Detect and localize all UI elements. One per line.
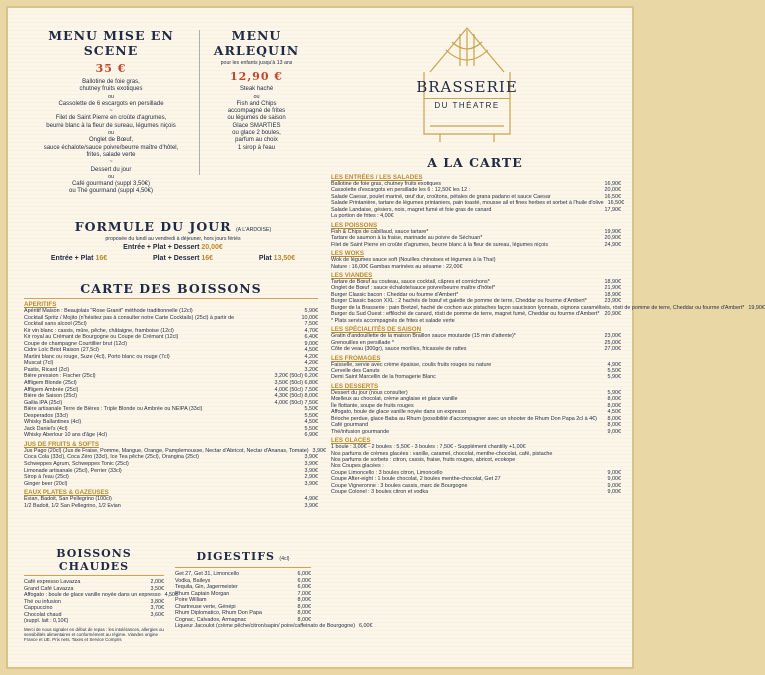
logo-line1: BRASSERIE xyxy=(416,78,518,96)
item-label: Onglet de Bœuf : sauce échalote/sauce poivre/beurre maître d'hôtel* xyxy=(331,285,496,292)
item-label: Nos Coupes glacées : xyxy=(331,463,384,470)
item-price: 4,30€ (50cl) 8,00€ xyxy=(274,393,318,400)
item-price: 4,90€ xyxy=(607,361,621,368)
item-label: Salade Printanière, tartare de légumes printaniers, pain toasté, mousse ail et fines herbes et sorbet à l'huile d'olive xyxy=(331,200,604,207)
item-label: Evian, Badoit, San Pellegrino (100cl) xyxy=(24,496,112,503)
item-price: 2,90€ xyxy=(304,474,318,481)
menu-line: ou légumes de saison xyxy=(227,115,286,122)
item-label: 1/2 Badoit, 1/2 San Pellegrino, 1/2 Evian xyxy=(24,502,121,509)
item-price: 20,00€ xyxy=(604,187,621,194)
item-label: Fish & Chips de cabillaud, sauce tartare* xyxy=(331,228,429,235)
item-price: 3,60€ xyxy=(150,611,164,618)
formule-option-label: Plat xyxy=(258,254,272,262)
item-label: Bière artisanale Terre de Bières : Triple Blonde ou Ambrée ou NEIPA (33cl) xyxy=(24,406,203,413)
item-price: 3,20€ (50cl) 6,20€ xyxy=(274,373,318,380)
item-label: Get 27, Get 31, Limoncello xyxy=(175,571,240,577)
item-price: 8,00€ xyxy=(607,415,621,422)
item-label: Chartreuse verte, Génépi xyxy=(175,603,236,610)
item-label: Salade Caesar, poulet mariné, œuf dur, croûtons, pétales de grana padano et sauce Caesar xyxy=(331,193,551,200)
section-heading: LES WOKS xyxy=(331,250,365,258)
chaudes-list xyxy=(24,579,179,625)
item-row xyxy=(24,432,318,439)
item-row xyxy=(331,429,621,435)
item-price: 9,00€ xyxy=(607,469,621,476)
item-label: Rhum Diplomatico, Rhum Don Papa xyxy=(175,610,262,617)
item-label: Demi Saint Marcellin de la fromagerie Blanc xyxy=(331,374,436,381)
formule-option-price: 16€ xyxy=(201,254,214,262)
menu-line: parfum au choix xyxy=(235,137,278,144)
formule-line1-price: 20,00€ xyxy=(201,244,223,252)
item-label: Filet de Saint Pierre en croûte d'agrumes, beurre blanc à la fleur de sureau, légumes niçois xyxy=(331,241,549,248)
item-label: Chocolat chaud xyxy=(24,611,62,618)
menu-line: ou xyxy=(107,173,115,180)
item-label: Tartare de Bœuf au couteau, sauce cocktail, câpres et cornichons* xyxy=(331,278,490,285)
item-label: Thé ou infusion xyxy=(24,598,61,605)
menu-line: ou glace 2 boules, xyxy=(232,130,281,137)
item-label: Île flottante, soupe de fruits rouges xyxy=(331,402,414,409)
item-price: 4,20€ xyxy=(304,353,318,360)
digestifs-title: DIGESTIFS xyxy=(196,550,275,563)
item-label: Coupe Colonel : 3 boules citron et vodka xyxy=(331,489,429,496)
item-label: Coupe After-eight : 1 boule chocolat, 2 boules menthe-chocolat, Get 27 xyxy=(331,476,501,483)
menu-line: Onglet de Bœuf, xyxy=(88,137,134,144)
section-heading: EAUX PLATES & GAZEUSES xyxy=(24,489,109,497)
item-price: 4,90€ xyxy=(304,496,318,503)
item-price: 4,50€ xyxy=(164,592,179,599)
formule-option-label: Plat + Dessert xyxy=(152,254,200,262)
item-price: 9,00€ xyxy=(304,340,318,347)
item-price: 20,90€ xyxy=(604,235,621,242)
menu-arlequin-title: MENU ARLEQUIN xyxy=(213,28,300,58)
item-label: Gratin d'andouillette de la maison Braillon sauce moutarde (15 min d'attente)* xyxy=(331,333,516,340)
item-price: 18,90€ xyxy=(604,278,621,285)
item-price: 9,00€ xyxy=(607,482,621,489)
digestifs-subtitle: (4cl) xyxy=(279,556,290,562)
brasserie-logo xyxy=(410,26,524,146)
item-price: 6,00€ xyxy=(297,577,311,584)
item-price: 8,00€ xyxy=(607,422,621,429)
digestifs-block xyxy=(175,547,373,630)
menu-arlequin-block xyxy=(203,28,310,152)
item-price: 4,50€ xyxy=(607,409,621,416)
item-label: Coupe Limoncello : 3 boules citron, Limoncello xyxy=(331,469,443,476)
item-row xyxy=(175,623,373,630)
item-label: Rhum Captain Morgan xyxy=(175,590,230,597)
item-price: 3,50€ xyxy=(150,585,164,592)
menu-line: frites, salade verte xyxy=(86,151,136,158)
item-price: 9,00€ xyxy=(607,489,621,496)
section-heading: LES DESSERTS xyxy=(331,382,379,390)
menu-line: Café gourmand (suppl 3,50€) xyxy=(71,181,151,188)
item-label: Coca Cola (33cl), Coca Zéro (33cl), Ice Tea pêche (25cl), Orangina (25cl) xyxy=(24,454,199,461)
menu-line: Fish and Chips xyxy=(236,100,277,107)
item-label: Cervelle des Canuts xyxy=(331,367,380,374)
boissons-list xyxy=(24,301,326,509)
section-heading: LES ENTRÉES / LES SALADES xyxy=(331,174,423,181)
item-price xyxy=(160,618,164,625)
a-la-carte-title: A LA CARTE xyxy=(427,155,523,170)
chaudes-title: BOISSONS CHAUDES xyxy=(56,547,132,573)
item-label: Cidre Loïc Briot Raison (27,5cl) xyxy=(24,347,99,354)
item-label: Affogato, boule de glace vanille noyée dans un expresso xyxy=(331,409,467,416)
item-row xyxy=(331,374,621,380)
item-label: Jus Pago (20cl) (Jus de Fraise, Pomme, Mangue, Orange, Pamplemousse, Nectar d'Abricot, Nectar d'Ananas, Tomate) xyxy=(24,447,309,454)
item-label: Dessert du jour (nous consulter) xyxy=(331,389,408,396)
menu-arlequin-lines xyxy=(203,86,310,152)
item-label: Cappuccino xyxy=(24,605,53,612)
item-price: 17,90€ xyxy=(604,206,621,213)
item-price: 3,70€ xyxy=(150,605,164,612)
item-price: 3,20€ xyxy=(304,366,318,373)
item-price: 3,90€ xyxy=(304,502,318,509)
item-row xyxy=(331,489,621,495)
item-label: Pastis, Ricard (2cl) xyxy=(24,366,70,373)
menu-mise-lines xyxy=(28,79,194,196)
item-label: Affligem Blonde (25cl) xyxy=(24,380,77,387)
item-price: 3,90€ xyxy=(304,467,318,474)
item-label: Nos parfums de crèmes glacées : vanille, caramel, chocolat, menthe-chocolat, café, pistache xyxy=(331,450,553,457)
section-heading: LES FROMAGES xyxy=(331,354,381,362)
item-label: Burger Classic bacon : Cheddar ou fourme d'Ambert* xyxy=(331,291,459,298)
item-label: Thé/infusion gourmande xyxy=(331,428,390,435)
menu-line: ou xyxy=(253,93,260,100)
carte-list xyxy=(331,172,765,496)
allergy-note: Merci de nous signaler en début de repas : les intolérances, allergies ou sensibilités alimentaires et conformément au régime. Viandes origine France et UE. Prix nets. Taxes et Service Compris xyxy=(24,626,164,643)
item-price: 5,90€ xyxy=(607,374,621,381)
item-label: Cocktail Spritz / Mojito (n'hésitez pas à consulter notre Carte Cocktails) (25cl) à partir de xyxy=(24,314,235,321)
menu-line: Cassolette de 6 escargots en persillade xyxy=(58,100,164,107)
formule-block xyxy=(28,218,318,263)
section-heading: LES POISSONS xyxy=(331,221,378,229)
item-price xyxy=(617,213,621,219)
item-label: Apéritif Maison : Beaujolais "Rose Granit" méthode traditionnelle (12cl) xyxy=(24,308,193,314)
item-row xyxy=(24,503,318,510)
item-price: 4,50€ xyxy=(304,347,318,354)
item-label: Mœlleux au chocolat, crème anglaise et glace vanille xyxy=(331,396,458,403)
item-price: 6,90€ xyxy=(304,432,318,439)
section-heading: APERITIFS xyxy=(24,301,57,308)
item-price: 16,90€ xyxy=(604,181,621,187)
formule-option-label: Entrée + Plat xyxy=(50,254,94,262)
item-price: 3,50€ (50cl) 6,80€ xyxy=(274,380,318,387)
item-price: 4,70€ xyxy=(304,327,318,334)
item-price: 18,90€ xyxy=(604,291,621,298)
menu-arlequin-price: 12,90 € xyxy=(230,70,283,84)
formule-subtitle: (A L'ARDOISE) xyxy=(235,227,272,233)
menu-line: Ballotine de foie gras, xyxy=(82,79,140,85)
menu-line: beurre blanc à la fleur de sureau, légumes niçois xyxy=(46,122,176,129)
item-label: Café gourmand xyxy=(331,422,369,429)
item-price: 5,90€ xyxy=(607,389,621,396)
item-price: 5,50€ xyxy=(607,367,621,374)
item-label: 1 boule : 3,00€ - 2 boules : 5,50€ - 3 boules : 7,50€ - Supplément chantilly +1,00€ xyxy=(331,444,526,451)
item-label: Burger Classic bacon XXL : 2 hachés de bœuf et galette de pomme de terre, Cheddar ou fourme d'Ambert* xyxy=(331,298,587,305)
item-label: Bière de Saison (25cl) xyxy=(24,393,78,400)
digestifs-list xyxy=(175,571,373,630)
item-label: (suppl. lait : 0,10€) xyxy=(24,618,69,625)
formule-option-price: 13,50€ xyxy=(273,254,296,262)
menu-line: 1 sirop à l'eau xyxy=(237,144,276,151)
item-price: 7,00€ xyxy=(297,590,311,597)
item-price: 5,90€ xyxy=(304,308,318,314)
formule-option-price: 16€ xyxy=(95,254,108,262)
item-price xyxy=(617,318,621,324)
item-price: 24,90€ xyxy=(604,241,621,248)
menu-mise-title: MENU MISE EN SCENE xyxy=(48,28,174,58)
item-price: 8,00€ xyxy=(297,603,311,610)
item-label: Nature : 16,00€ Gambas marinées au sésame : 22,00€ xyxy=(331,263,463,270)
item-label: Vodka, Baileys xyxy=(175,577,211,584)
item-row xyxy=(331,416,621,422)
menu-line: ou xyxy=(107,130,115,137)
item-label: Poire William xyxy=(175,597,207,604)
item-label: Coupe de champagne Courtillier brut (12cl) xyxy=(24,340,128,347)
item-price: 5,50€ xyxy=(304,425,318,432)
item-label: Burger du Sud Ouest : effiloché de canard, rösti de pomme de terre, magret fumé, Cheddar ou fourme d'Ambert* xyxy=(331,311,600,318)
menu-line: sauce échalote/sauce poivre/beurre maître d'hôtel, xyxy=(43,144,179,151)
item-label: * Plats servis accompagnés de frites et salade verte xyxy=(331,317,455,324)
item-price: 19,90€ xyxy=(748,304,765,311)
item-label: Limonade artisanale (25cl), Perrier (33cl) xyxy=(24,467,122,474)
item-label: Cognac, Calvados, Armagnac xyxy=(175,616,247,623)
item-label: Salade Landaise, gésiers, noix, magret fumé et foie gras de canard xyxy=(331,206,492,213)
section-heading: JUS DE FRUITS & SOFTS xyxy=(24,440,99,448)
item-price: 5,50€ xyxy=(304,406,318,413)
item-price: 4,20€ xyxy=(304,360,318,367)
item-label: Jack Daniel's (4cl) xyxy=(24,425,68,432)
item-label: Tartare de saumon à la fraise, marinade au poivre de Séchuan* xyxy=(331,235,483,242)
item-row xyxy=(331,264,621,270)
item-label: Whisky Aberlour 10 ans d'âge (4cl) xyxy=(24,432,108,439)
item-label: Nos parfums de sorbets : citron, cassis, fraise, fruits rouges, abricot, ecokope xyxy=(331,456,516,463)
formule-line1-label: Entrée + Plat + Dessert xyxy=(123,244,200,252)
menu-line: Dessert du jour xyxy=(90,166,132,173)
item-price: 21,90€ xyxy=(604,285,621,292)
item-price: 2,00€ xyxy=(150,579,164,585)
item-price: 6,00€ xyxy=(297,584,311,591)
item-label: Gallia IPA (25cl) xyxy=(24,399,63,406)
item-label: Brioche perdue, glace Baba au Rhum (possibilité d'accompagner avec un shooter de Rhum Don Papa 2cl à 4€) xyxy=(331,415,597,422)
boissons-block xyxy=(24,281,326,509)
item-price: 3,90€ xyxy=(312,447,326,454)
menu-line: chutney fruits exotiques xyxy=(79,86,143,93)
item-label: Schweppes Agrum, Schweppes Tonic (25cl) xyxy=(24,461,129,468)
item-label: Faisselle, servie avec crème épaisse, coulis fruits rouges ou nature xyxy=(331,361,492,368)
item-price: 3,80€ xyxy=(150,598,164,605)
item-label: Desperados (33cl) xyxy=(24,412,69,419)
item-label: Liqueur Jacoulot (crème pêche/citron/sapin/ poire/caffeinato de Bourgogne) xyxy=(175,623,355,630)
menu-line: ~ xyxy=(109,108,113,115)
item-label: Bière pression : Fischer (25cl) xyxy=(24,373,96,380)
item-label: La portion de frites : 4,00€ xyxy=(331,213,394,220)
item-price: 16,50€ xyxy=(607,200,625,207)
menu-line: ~ xyxy=(109,159,113,166)
menu-line: ou xyxy=(107,93,115,100)
item-price: 6,40€ xyxy=(304,334,318,341)
item-row xyxy=(331,242,621,248)
item-price: 4,00€ (50cl) 7,50€ xyxy=(274,399,318,406)
item-price: 8,00€ xyxy=(297,610,311,617)
menu-mise-block xyxy=(28,28,194,196)
item-price: 19,90€ xyxy=(604,228,621,235)
item-price: 5,50€ xyxy=(304,412,318,419)
formule-title: FORMULE DU JOUR xyxy=(74,219,232,234)
item-label: Café expresso Lavazza xyxy=(24,579,81,585)
item-label: Affogato : boule de glace vanille noyée dans un expresso xyxy=(24,592,161,599)
item-label: Kir vin blanc : cassis, mûre, pêche, châtaigne, framboise (12cl) xyxy=(24,327,174,334)
item-label: Kir royal au Crémant de Bourgogne ou Coupe de Crémant (12cl) xyxy=(24,334,179,341)
item-price xyxy=(617,264,621,270)
item-price: 7,50€ xyxy=(304,321,318,328)
item-price: 6,00€ xyxy=(359,623,373,630)
item-label: Sirop à l'eau (25cl) xyxy=(24,474,69,481)
item-price: 20,90€ xyxy=(604,311,621,318)
menu-line: Glace SMARTIES xyxy=(232,122,281,129)
item-row xyxy=(24,618,164,625)
menu-line: Filet de Saint Pierre en croûte d'agrumes, xyxy=(55,115,167,122)
item-price: 3,90€ xyxy=(304,461,318,468)
item-label: Martini blanc ou rouge, Suze (4cl), Porto blanc ou rouge (7cl) xyxy=(24,353,170,360)
item-price: 27,00€ xyxy=(604,346,621,353)
item-label: Grenouilles en persillade * xyxy=(331,339,394,346)
item-price: 23,00€ xyxy=(604,333,621,340)
item-price: 9,00€ xyxy=(607,476,621,483)
item-price: 8,00€ xyxy=(297,616,311,623)
item-label: Cassolette d'escargots en persillade les 6 : 12,50€ les 12 : xyxy=(331,187,471,194)
menu-arlequin-subtitle: pour les enfants jusqu'à 13 ans xyxy=(220,60,293,66)
item-label: Burger de la Brasserie : pain Bretzel, haché de cochon aux pistaches façon saucisson lyonnais, oignons caramélisés, rösti de pomme de terre, Cheddar ou fourme d'Ambert* xyxy=(331,304,745,311)
menu-line: Steak haché xyxy=(239,86,274,93)
item-label: Tequila, Gin, Jagermeister xyxy=(175,584,238,591)
item-row xyxy=(331,346,621,352)
item-label: Whisky Ballantines (4cl) xyxy=(24,419,82,426)
logo-line2: DU THÉATRE xyxy=(424,98,510,110)
menu-mise-price: 35 € xyxy=(95,62,127,75)
item-price: 10,00€ xyxy=(301,314,318,321)
item-label: Ballotine de foie gras, chutney fruits exotiques xyxy=(331,181,441,187)
item-label: Wok de légumes sauce soft (Nouilles chinoises et légumes à la Thaï) xyxy=(331,257,496,264)
item-label: Muscat (7cl) xyxy=(24,360,54,367)
item-price: 4,00€ (50cl) 7,50€ xyxy=(274,386,318,393)
item-label: Cocktail sans alcool (25cl) xyxy=(24,321,87,328)
item-row xyxy=(331,213,621,219)
boissons-title: CARTE DES BOISSONS xyxy=(80,281,262,296)
item-row xyxy=(24,481,318,488)
item-price: 23,90€ xyxy=(604,298,621,305)
item-label: Coupe Vigneronne : 3 boules cassis, marc de Bourgogne xyxy=(331,482,468,489)
item-label: Côte de veau (300gr), sauce morilles, fricassée de rattes xyxy=(331,346,467,353)
section-heading: LES GLACES xyxy=(331,437,371,445)
divider xyxy=(199,30,200,175)
item-price: 4,50€ xyxy=(304,419,318,426)
item-price: 8,00€ xyxy=(607,402,621,409)
item-label: Affligem Ambrée (25cl) xyxy=(24,386,79,393)
item-price: 9,00€ xyxy=(607,428,621,435)
item-price: 8,00€ xyxy=(607,396,621,403)
item-price: 25,00€ xyxy=(604,339,621,346)
menu-line: accompagné de frites xyxy=(227,108,286,115)
item-price: 6,00€ xyxy=(297,571,311,577)
item-price: 3,90€ xyxy=(304,454,318,461)
formule-note: proposée du lundi au vendredi à déjeuner, hors jours fériés xyxy=(105,236,241,242)
item-label: Ginger beer (20cl) xyxy=(24,480,68,487)
item-price: 16,50€ xyxy=(604,193,621,200)
item-row xyxy=(331,318,621,324)
chaudes-block xyxy=(24,547,179,643)
item-label: Grand Café Lavazza xyxy=(24,585,74,592)
section-heading: LES SPÉCIALITÉS DE SAISON xyxy=(331,326,422,334)
item-price: 8,00€ xyxy=(297,597,311,604)
menu-line: ou Thé gourmand (suppl 4,50€) xyxy=(69,188,153,195)
item-price: 3,90€ xyxy=(304,480,318,487)
section-heading: LES VIANDES xyxy=(331,271,373,279)
